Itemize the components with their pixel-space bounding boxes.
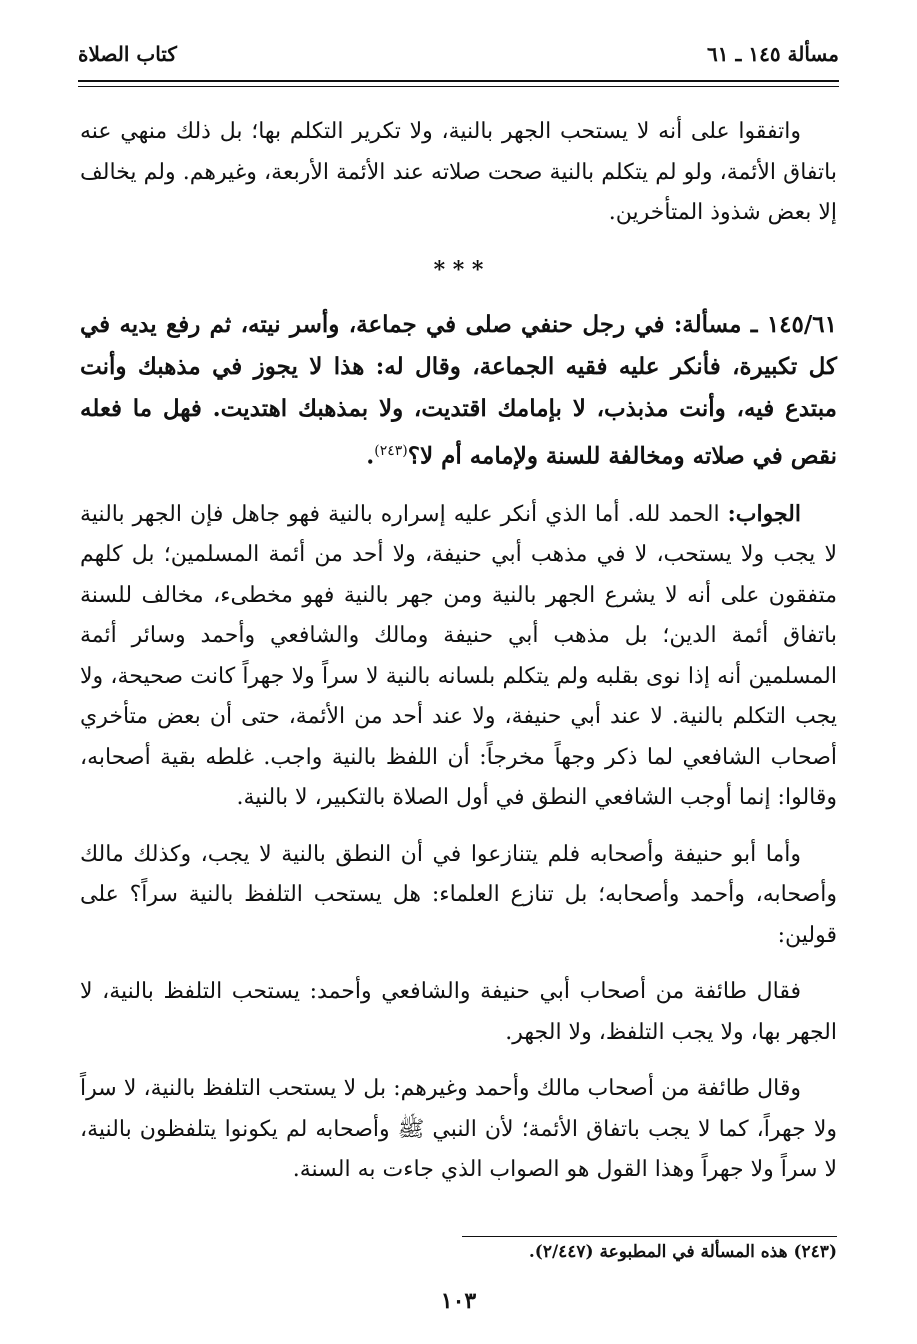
- answer-paragraph: [80, 494, 837, 819]
- paragraph-intro: واتفقوا على أنه لا يستحب الجهر بالنية، ولا تكرير التكلم بها؛ بل ذلك منهي عنه باتفاق الأئمة، ولو لم يتكلم بالنية صحت صلاته عند الأئمة الأربعة، وغيرهم. ولم يخالف إلا بعض شذوذ المتأخرين.: [80, 119, 837, 225]
- question-paragraph: [80, 304, 837, 478]
- answer-label: الجواب:: [727, 500, 801, 527]
- paragraph-first-opinion: فقال طائفة من أصحاب أبي حنيفة والشافعي وأحمد: يستحب التلفظ بالنية، لا الجهر بها، ولا يجب التلفظ، ولا الجهر.: [80, 979, 837, 1045]
- question-text: ١٤٥/٦١ ـ مسألة: في رجل حنفي صلى في جماعة، وأسر نيته، ثم رفع يديه في كل تكبيرة، فأنكر عليه فقيه الجماعة، وقال له: هذا لا يجوز في مذهبك وأنت مبتدع فيه، وأنت مذبذب، لا بإمامك اقتديت، ولا بمذهبك اهتديت. فهل ما فعله نقص في صلاته ومخالفة للسنة ولإمامه أم لا؟: [80, 311, 837, 470]
- paragraph-second-opinion: وقال طائفة من أصحاب مالك وأحمد وغيرهم: بل لا يستحب التلفظ بالنية، لا سراً ولا جهراً، كما لا يجب باتفاق الأئمة؛ لأن النبي ﷺ وأصحابه لم يكونوا يتلفظون بالنية، لا سراً ولا جهراً وهذا القول هو الصواب الذي جاءت به السنة.: [80, 1076, 837, 1183]
- header-book-title: كتاب الصلاة: [78, 42, 177, 66]
- question-end: .: [366, 442, 375, 470]
- footnote-ref: (٢٤٣): [374, 443, 408, 459]
- footnote: (٢٤٣) هذه المسألة في المطبوعة (٢/٤٤٧).: [528, 1242, 837, 1262]
- main-text: [80, 112, 837, 1207]
- header-rule-thin: [78, 86, 839, 87]
- answer-text: الحمد لله. أما الذي أنكر عليه إسراره بالنية فهو جاهل فإن الجهر بالنية لا يجب ولا يستحب، لا في مذهب أبي حنيفة، ولا أحد من أئمة المسلمين؛ بل كلهم متفقون على أنه لا يشرع الجهر بالنية ومن جهر بالنية فهو مخطىء، مخالف للسنة باتفاق أئمة الدين؛ بل مذهب أبي حنيفة ومالك والشافعي وأحمد وسائر أئمة المسلمين أنه إذا نوى بقلبه ولم يتكلم بلسانه بالنية لا سراً ولا جهراً كانت صحيحة، ولا يجب التكلم بالنية. لا عند أبي حنيفة، ولا عند أحد من الأئمة، حتى أن بعض متأخري أصحاب الشافعي لما ذكر وجهاً مخرجاً: أن اللفظ بالنية واجب. غلطه بقية أصحابه، وقالوا: إنما أوجب الشافعي النطق في أول الصلاة بالتكبير، لا بالنية.: [80, 501, 837, 811]
- paragraph-hanafi: وأما أبو حنيفة وأصحابه فلم يتنازعوا في أن النطق بالنية لا يجب، وكذلك مالك وأصحابه، وأحمد وأصحابه؛ بل تنازع العلماء: هل يستحب التلفظ بالنية سراً؟ على قولين:: [80, 841, 837, 948]
- header-issue-number: مسألة ١٤٥ ـ ٦١: [707, 42, 839, 66]
- footnote-rule: [462, 1236, 837, 1237]
- running-header: [78, 42, 839, 76]
- section-separator: * * *: [433, 256, 484, 283]
- header-rule-thick: [78, 80, 839, 82]
- page-number: ١٠٣: [440, 1288, 477, 1314]
